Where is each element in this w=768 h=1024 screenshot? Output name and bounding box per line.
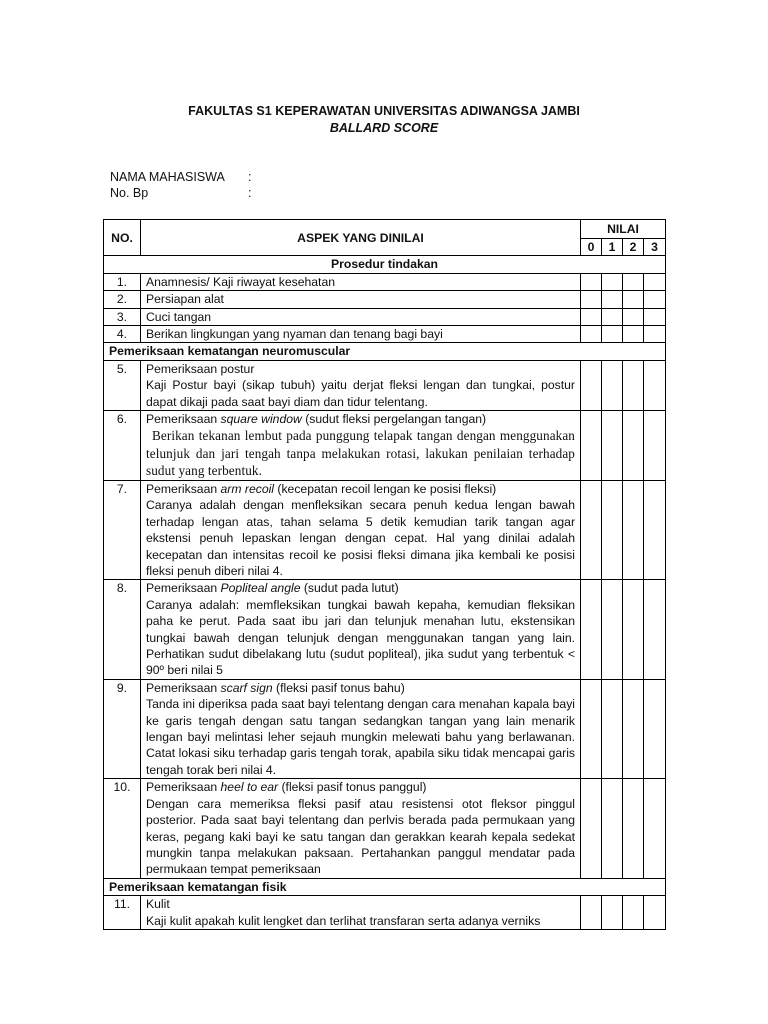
score-cell-0[interactable] — [581, 896, 602, 930]
score-cell-3[interactable] — [644, 308, 666, 325]
column-header-nilai: NILAI — [581, 220, 666, 239]
aspect-title-text: Pemeriksaan — [146, 412, 221, 427]
score-cell-0[interactable] — [581, 291, 602, 308]
score-cell-2[interactable] — [623, 580, 644, 679]
score-cell-3[interactable] — [644, 360, 666, 410]
score-cell-3[interactable] — [644, 896, 666, 930]
section-row — [104, 878, 666, 895]
student-name-separator: : — [248, 170, 252, 184]
aspect-description: Berikan tekanan lembut pada punggung telapak tangan dengan menggunakan telunjuk dan jari tengah tanpa melakukan rotasi, lakukan penilaian terhadap sudut yang terbentuk. — [146, 428, 575, 479]
score-cell-2[interactable] — [623, 308, 644, 325]
aspect-title-term: arm recoil — [220, 481, 275, 496]
ballard-score-table — [103, 219, 666, 930]
aspect-description: Kaji Postur bayi (sikap tubuh) yaitu derjat fleksi lengan dan tungkai, postur dapat dikaji pada saat bayi diam dan tidur telentang. — [146, 378, 575, 409]
aspect-title — [146, 481, 575, 497]
aspect-title-text: Pemeriksaan — [146, 481, 221, 496]
table-row — [104, 411, 666, 481]
score-cell-2[interactable] — [623, 679, 644, 778]
score-cell-2[interactable] — [623, 411, 644, 481]
score-cell-1[interactable] — [602, 411, 623, 481]
table-row — [104, 779, 666, 878]
document-subtitle: BALLARD SCORE — [329, 121, 439, 135]
aspect-title-text: Pemeriksaan — [146, 680, 221, 695]
aspect-title — [146, 680, 575, 696]
section-title: Prosedur tindakan — [104, 256, 666, 273]
aspect-title-note: (sudut pada lutut) — [300, 581, 399, 596]
aspect-title — [146, 779, 575, 795]
table-header-row — [104, 220, 666, 239]
row-aspect: Cuci tangan — [141, 308, 581, 325]
row-aspect — [141, 480, 581, 579]
score-cell-2[interactable] — [623, 480, 644, 579]
score-cell-1[interactable] — [602, 326, 623, 343]
row-number: 7. — [104, 480, 141, 579]
score-cell-3[interactable] — [644, 679, 666, 778]
table-row — [104, 291, 666, 308]
score-cell-2[interactable] — [623, 273, 644, 290]
row-number: 10. — [104, 779, 141, 878]
aspect-title-text: Pemeriksaan — [146, 780, 221, 795]
score-cell-0[interactable] — [581, 411, 602, 481]
score-cell-3[interactable] — [644, 291, 666, 308]
score-cell-1[interactable] — [602, 779, 623, 878]
row-aspect — [141, 360, 581, 410]
score-cell-0[interactable] — [581, 480, 602, 579]
score-cell-1[interactable] — [602, 679, 623, 778]
aspect-title-note: (kecepatan recoil lengan ke posisi fleksi) — [274, 481, 497, 496]
score-cell-1[interactable] — [602, 291, 623, 308]
student-bp-separator: : — [248, 186, 252, 200]
section-row — [104, 256, 666, 273]
aspect-title-text: Pemeriksaan — [146, 581, 221, 596]
row-aspect — [141, 896, 581, 930]
score-cell-2[interactable] — [623, 779, 644, 878]
aspect-title — [146, 411, 575, 427]
row-number: 4. — [104, 326, 141, 343]
student-name-label: NAMA MAHASISWA — [110, 170, 225, 184]
score-cell-2[interactable] — [623, 291, 644, 308]
column-header-no: NO. — [104, 220, 141, 256]
aspect-title-term: Popliteal angle — [220, 581, 301, 596]
row-aspect: Persiapan alat — [141, 291, 581, 308]
row-number: 9. — [104, 679, 141, 778]
aspect-title: Kulit — [146, 897, 170, 912]
table-row — [104, 308, 666, 325]
aspect-title-term: heel to ear — [220, 780, 279, 795]
score-cell-1[interactable] — [602, 580, 623, 679]
score-cell-1[interactable] — [602, 480, 623, 579]
aspect-title: Pemeriksaan postur — [146, 361, 255, 376]
table-row — [104, 326, 666, 343]
row-aspect — [141, 779, 581, 878]
aspect-title-term: square window — [220, 412, 302, 427]
section-title: Pemeriksaan kematangan neuromuscular — [104, 343, 666, 360]
score-cell-3[interactable] — [644, 580, 666, 679]
student-bp-label: No. Bp — [110, 186, 149, 200]
aspect-description: Dengan cara memeriksa fleksi pasif atau resistensi otot fleksor pinggul posterior. Pada saat bayi telentang dan perlvis berada pada permukaan yang keras, pegang kaki bayi ke satu tangan dan gerakkan kearah kepala sedekat mungkin tanpa melakukan paksaan. Pertahankan panggul mendatar pada permukaan tempat pemeriksaan — [146, 796, 575, 877]
row-number: 6. — [104, 411, 141, 481]
score-cell-0[interactable] — [581, 308, 602, 325]
table-row — [104, 360, 666, 410]
score-cell-0[interactable] — [581, 779, 602, 878]
score-cell-3[interactable] — [644, 480, 666, 579]
score-cell-1[interactable] — [602, 273, 623, 290]
table-row — [104, 896, 666, 930]
section-title: Pemeriksaan kematangan fisik — [104, 878, 666, 895]
score-cell-0[interactable] — [581, 326, 602, 343]
score-cell-2[interactable] — [623, 896, 644, 930]
aspect-description: Caranya adalah: memfleksikan tungkai bawah kepaha, kemudian fleksikan paha ke perut. Pada saat ibu jari dan telunjuk menahan lutu, ekstensikan tungkai bawah dengan telunjuk dengan menggunakan tangan yang lain. Perhatikan sudut dibelakang lutu (sudut popliteal), jika sudut yang terbentuk < 90º beri nilai 5 — [146, 597, 575, 678]
score-cell-0[interactable] — [581, 273, 602, 290]
score-cell-0[interactable] — [581, 360, 602, 410]
score-cell-3[interactable] — [644, 411, 666, 481]
score-cell-0[interactable] — [581, 580, 602, 679]
score-cell-1[interactable] — [602, 360, 623, 410]
score-cell-1[interactable] — [602, 308, 623, 325]
aspect-title — [146, 580, 575, 596]
aspect-description: Kaji kulit apakah kulit lengket dan terlihat transfaran serta adanya verniks — [146, 913, 541, 928]
table-row — [104, 580, 666, 679]
student-bp-field — [110, 186, 251, 200]
score-cell-2[interactable] — [623, 360, 644, 410]
row-number: 8. — [104, 580, 141, 679]
aspect-title-term: scarf sign — [220, 680, 273, 695]
table-row — [104, 273, 666, 290]
score-cell-0[interactable] — [581, 679, 602, 778]
aspect-title-note: (fleksi pasif tonus bahu) — [272, 680, 405, 695]
score-cell-1[interactable] — [602, 896, 623, 930]
aspect-title-note: (fleksi pasif tonus panggul) — [278, 780, 427, 795]
table-row — [104, 679, 666, 778]
row-aspect: Berikan lingkungan yang nyaman dan tenang bagi bayi — [141, 326, 581, 343]
score-cell-3[interactable] — [644, 273, 666, 290]
aspect-description: Tanda ini diperiksa pada saat bayi telentang dengan cara menahan kapala bayi ke garis tengah dengan satu tangan sedangkan tangan yang lain menarik lengan bayi melintasi leher sejauh mungkin melewati bahu yang berlawanan. Catat lokasi siku terhadap garis tengah torak, apabila siku tidak mencapai garis tengah torak beri nilai 4. — [146, 697, 575, 777]
score-cell-3[interactable] — [644, 326, 666, 343]
score-header-2: 2 — [623, 239, 644, 256]
table-row — [104, 480, 666, 579]
aspect-description: Caranya adalah dengan menfleksikan secara penuh kedua lengan bawah terhadap lengan atas, tahan selama 5 detik kemudian tarik tangan agar ekstensi penuh lepaskan lengan dengan cepat. Hal yang dinilai adalah kecepatan dan intensitas recoil ke posisi fleksi dimana jika kembali ke posisi fleksi penuh diberi nilai 4. — [146, 498, 575, 578]
score-cell-3[interactable] — [644, 779, 666, 878]
row-number: 5. — [104, 360, 141, 410]
row-number: 3. — [104, 308, 141, 325]
row-aspect: Anamnesis/ Kaji riwayat kesehatan — [141, 273, 581, 290]
score-header-3: 3 — [644, 239, 666, 256]
section-row — [104, 343, 666, 360]
score-header-1: 1 — [602, 239, 623, 256]
row-number: 11. — [104, 896, 141, 930]
row-aspect — [141, 411, 581, 481]
student-name-field — [110, 170, 251, 184]
row-aspect — [141, 679, 581, 778]
score-cell-2[interactable] — [623, 326, 644, 343]
document-title: FAKULTAS S1 KEPERAWATAN UNIVERSITAS ADIWANGSA JAMBI — [188, 104, 580, 118]
score-header-0: 0 — [581, 239, 602, 256]
row-aspect — [141, 580, 581, 679]
row-number: 2. — [104, 291, 141, 308]
aspect-title-note: (sudut fleksi pergelangan tangan) — [301, 412, 487, 427]
row-number: 1. — [104, 273, 141, 290]
column-header-aspect: ASPEK YANG DINILAI — [141, 220, 581, 256]
